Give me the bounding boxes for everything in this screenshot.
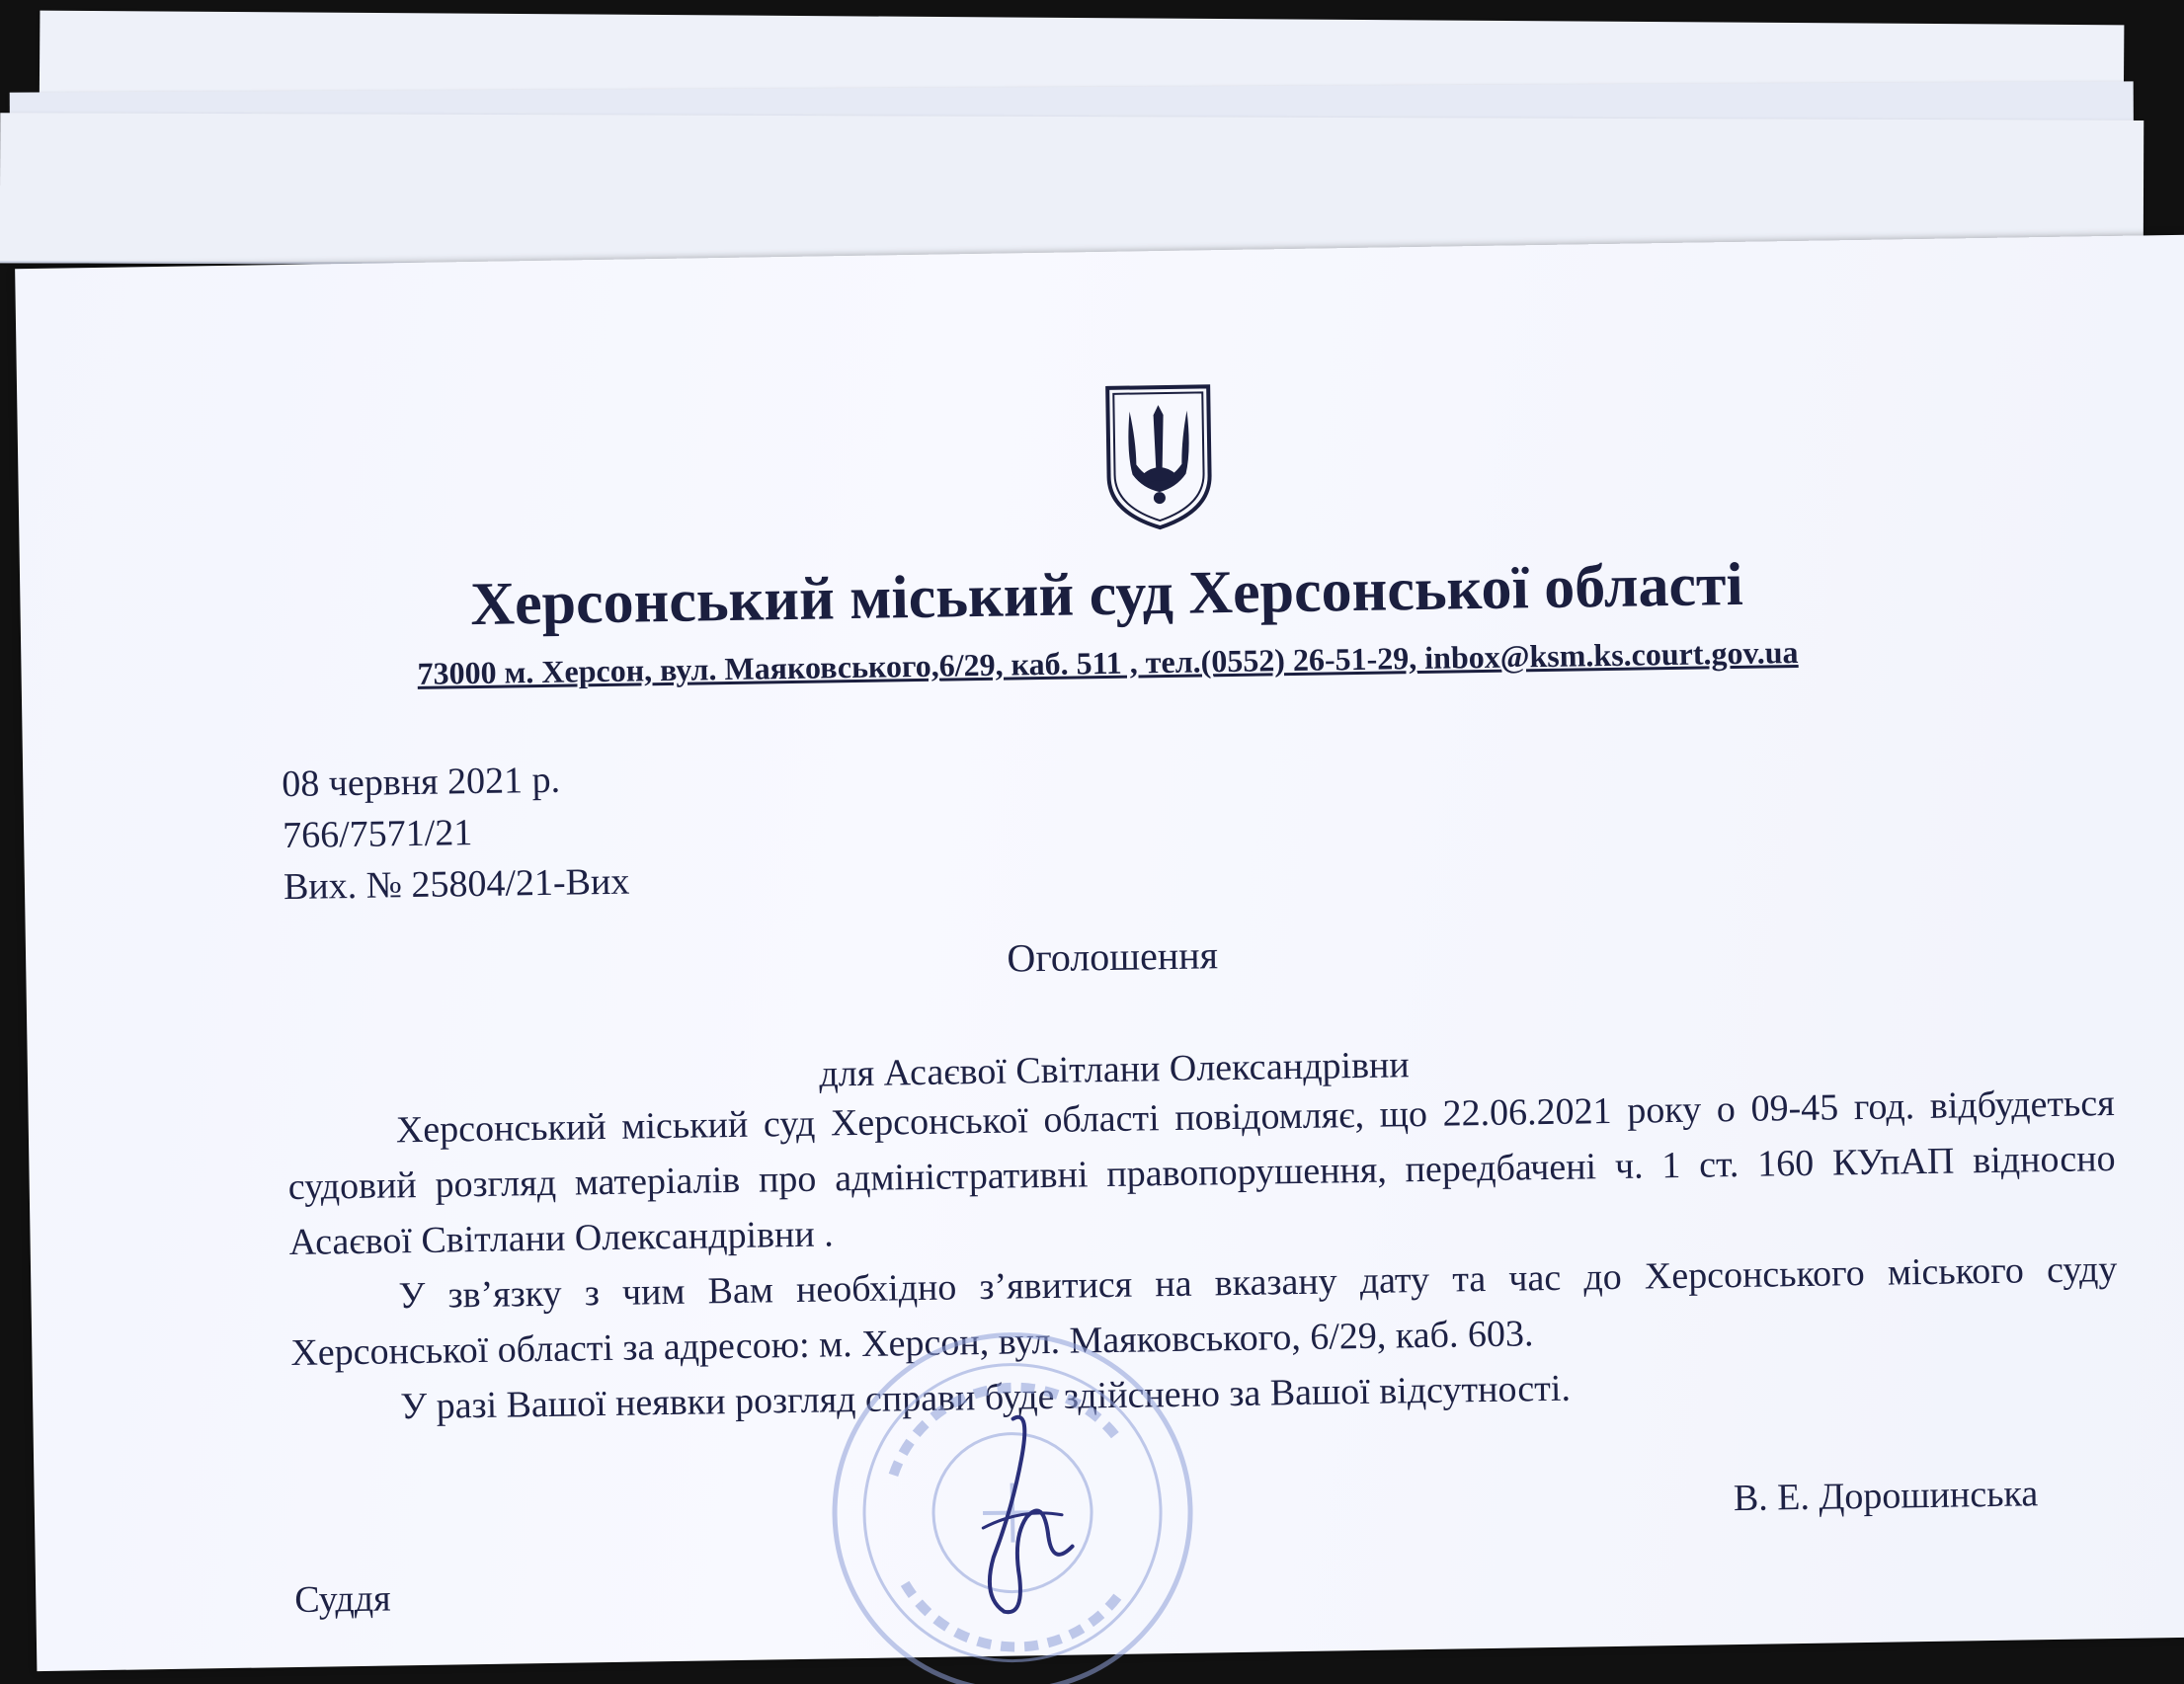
case-number: 766/7571/21	[282, 812, 473, 857]
announcement-body	[286, 1076, 2119, 1436]
court-name: Херсонський міський суд Херсонської області	[469, 550, 1744, 639]
announcement-title: Оголошення	[1007, 932, 1219, 981]
judge-label: Суддя	[294, 1577, 391, 1621]
letter-meta	[282, 754, 630, 913]
announcement-addressee: для Асаєвої Світлани Олександрівни	[819, 1044, 1410, 1095]
outgoing-number: Вих. № 25804/21-Вих	[283, 860, 630, 909]
court-address: 73000 м. Херсон, вул. Маяковського,6/29, каб. 511 , тел.(0552) 26-51-29, inbox@ksm.ks.court.gov.ua	[417, 633, 1799, 691]
court-letter-page	[15, 235, 2184, 1671]
body-paragraph: Херсонський міський суд Херсонської області повідомляє, що 22.06.2021 року о 09-45 год. відбудеться судовий розгляд матеріалів про адміністративні правопорушення, передбачені ч. 1 ст. 160 КУпАП відносно Асаєвої Світлани Олександрівни .	[287, 1082, 2116, 1264]
trident-coat-of-arms-icon	[1101, 380, 1216, 532]
body-paragraph: У разі Вашої неявки розгляд справи буде здійснено за Вашої відсутності.	[399, 1367, 1572, 1428]
letter-date: 08 червня 2021 р.	[282, 759, 561, 806]
body-paragraph: У зв’язку з чим Вам необхідно з’явитися на вказану дату та час до Херсонського міського суду Херсонської області за адресою: м. Херсон, вул. Маяковського, 6/29, каб. 603.	[290, 1247, 2118, 1375]
judge-name: В. Е. Дорошинська	[1733, 1473, 2039, 1520]
handwritten-signature-icon	[951, 1398, 1093, 1627]
